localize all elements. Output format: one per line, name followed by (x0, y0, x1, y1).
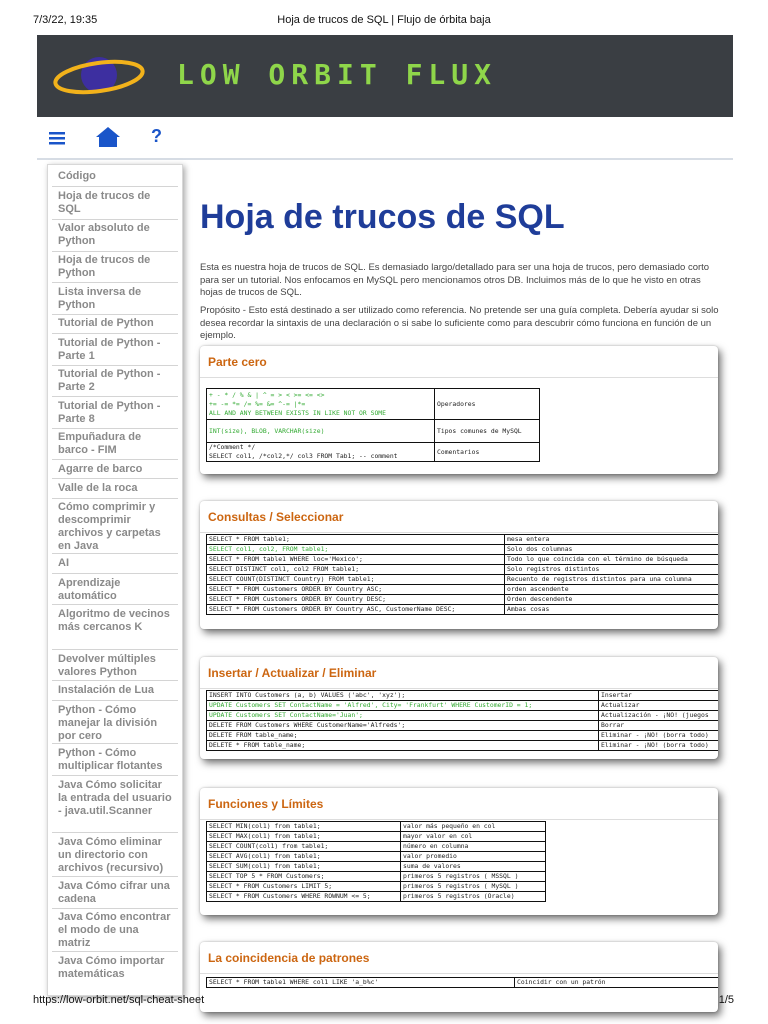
desc-cell: Insertar (599, 691, 719, 701)
table-row (207, 691, 719, 701)
desc-cell: Actualización - ¡NO! (juegos (599, 711, 719, 721)
table-row (207, 822, 546, 832)
table-row (207, 842, 546, 852)
desc-cell: primeros 5 registros (Oracle) (401, 892, 546, 902)
desc-cell: Eliminar - ¡NO! (borra todo) (599, 731, 719, 741)
table-row (207, 892, 546, 902)
table-row (207, 862, 546, 872)
sidebar-divider (52, 553, 178, 554)
desc-cell: número en columna (401, 842, 546, 852)
print-page-number: 1/5 (718, 994, 734, 1006)
code-cell: SELECT * FROM Customers WHERE ROWNUM <= 5; (207, 892, 401, 902)
sidebar-divider (52, 396, 178, 397)
sidebar-item[interactable]: Algoritmo de vecinos más cercanos K (58, 608, 170, 633)
table-row (207, 443, 540, 462)
sidebar-divider (52, 282, 178, 283)
desc-cell: Solo registros distintos (505, 565, 719, 575)
desc-cell: orden ascendente (505, 585, 719, 595)
hamburger-menu-icon[interactable] (47, 128, 69, 148)
sidebar-item[interactable]: Cómo comprimir y descomprimir archivos y carpetas en Java (58, 501, 161, 552)
sidebar-divider (52, 333, 178, 334)
sidebar-divider (52, 832, 178, 833)
sidebar-item[interactable]: Python - Cómo manejar la división por cero (58, 704, 158, 742)
code-cell: SELECT SUM(col1) from table1; (207, 862, 401, 872)
code-cell: SELECT col1, col2, FROM table1; (207, 545, 505, 555)
code-cell: SELECT * FROM table1 WHERE loc='Mexico'; (207, 555, 505, 565)
sidebar-item[interactable]: Tutorial de Python - Parte 8 (58, 400, 161, 425)
cheat-table (206, 534, 718, 615)
section-title: Funciones y Límites (208, 797, 324, 811)
code-cell: SELECT * FROM table1 WHERE col1 LIKE 'a_b%c' (207, 978, 515, 988)
site-banner[interactable] (37, 35, 733, 117)
sidebar-nav (47, 164, 183, 996)
code-cell: /*Comment */ SELECT col1, /*col2,*/ col3 FROM Tab1; -- comment (207, 443, 435, 462)
section-title: La coincidencia de patrones (208, 951, 370, 965)
home-icon[interactable] (95, 126, 121, 148)
table-row (207, 535, 719, 545)
table-row (207, 721, 719, 731)
table-row (207, 575, 719, 585)
sidebar-divider (52, 251, 178, 252)
desc-cell: Solo dos columnas (505, 545, 719, 555)
sidebar-item[interactable]: Tutorial de Python (58, 317, 154, 329)
sidebar-divider (52, 680, 178, 681)
table-row (207, 701, 719, 711)
desc-cell: mesa entera (505, 535, 719, 545)
table-row (207, 420, 540, 443)
code-cell: SELECT COUNT(col1) from table1; (207, 842, 401, 852)
code-cell: + - * / % & | ^ = > < >= <= <> += -= *= /= %= &= ^-= |*= ALL AND ANY BETWEEN EXISTS IN LIKE NOT OR SOME (207, 389, 435, 420)
sidebar-item[interactable]: Devolver múltiples valores Python (58, 653, 156, 678)
table-row (207, 555, 719, 565)
code-cell: DELETE FROM Customers WHERE CustomerName='Alfreds'; (207, 721, 599, 731)
section-title: Parte cero (208, 355, 267, 369)
sidebar-item[interactable]: Instalación de Lua (58, 684, 154, 696)
table-row (207, 565, 719, 575)
print-title: Hoja de trucos de SQL | Flujo de órbita baja (277, 14, 491, 26)
main-content (200, 160, 733, 994)
code-cell: SELECT * FROM Customers LIMIT 5; (207, 882, 401, 892)
code-cell: SELECT COUNT(DISTINCT Country) FROM table1; (207, 575, 505, 585)
code-cell: SELECT DISTINCT col1, col2 FROM table1; (207, 565, 505, 575)
sidebar-item[interactable]: Lista inversa de Python (58, 286, 142, 311)
desc-cell: primeros 5 registros ( MySQL ) (401, 882, 546, 892)
section-card (200, 346, 718, 474)
sidebar-item[interactable]: Java Cómo cifrar una cadena (58, 880, 170, 905)
intro-paragraph: Esta es nuestra hoja de trucos de SQL. Es demasiado largo/detallado para ser una hoja de trucos, pero demasiado corto para ser un tutorial. Nos enfocamos en MySQL pero mencionamos otros DB. Incluimos más de lo que he visto en otras hojas de trucos de SQL. (200, 262, 710, 298)
code-cell: SELECT * FROM Customers ORDER BY Country DESC; (207, 595, 505, 605)
table-row (207, 605, 719, 615)
sidebar-divider (52, 775, 178, 776)
print-url: https://low-orbit.net/sql-cheat-sheet (33, 994, 205, 1006)
sidebar-divider (52, 743, 178, 744)
table-row (207, 585, 719, 595)
logo-text: LOW ORBIT FLUX (177, 58, 498, 91)
desc-cell: Recuento de registros distintos para una columna (505, 575, 719, 585)
desc-cell: primeros 5 registros ( MSSQL ) (401, 872, 546, 882)
desc-cell: Actualizar (599, 701, 719, 711)
table-row (207, 731, 719, 741)
table-row (207, 389, 540, 420)
sidebar-item[interactable]: Hoja de trucos de SQL (58, 190, 151, 215)
section-card (200, 501, 718, 629)
sidebar-item[interactable]: Java Cómo importar matemáticas (58, 955, 165, 980)
sidebar-item[interactable]: AI (58, 557, 69, 569)
code-cell: SELECT TOP 5 * FROM Customers; (207, 872, 401, 882)
table-row (207, 741, 719, 751)
sidebar-divider (52, 365, 178, 366)
table-row (207, 545, 719, 555)
sidebar-item[interactable]: Agarre de barco (58, 463, 143, 475)
desc-cell: Borrar (599, 721, 719, 731)
sidebar-divider (52, 573, 178, 574)
code-cell: DELETE FROM table_name; (207, 731, 599, 741)
sidebar-divider (52, 459, 178, 460)
desc-cell: suma de valores (401, 862, 546, 872)
cheat-table (206, 388, 540, 462)
sidebar-item[interactable]: Valor absoluto de Python (58, 222, 150, 247)
sidebar-item[interactable]: Código (58, 170, 96, 182)
sidebar-divider (52, 219, 178, 220)
desc-cell: Orden descendente (505, 595, 719, 605)
section-card (200, 657, 718, 759)
table-row (207, 872, 546, 882)
code-cell: SELECT MIN(col1) from table1; (207, 822, 401, 832)
table-row (207, 882, 546, 892)
sidebar-divider (52, 908, 178, 909)
code-cell: UPDATE Customers SET ContactName='Juan'; (207, 711, 599, 721)
table-row (207, 595, 719, 605)
code-cell: SELECT MAX(col1) from table1; (207, 832, 401, 842)
sidebar-item[interactable]: Java Cómo eliminar un directorio con archivos (recursivo) (58, 836, 164, 874)
code-cell: DELETE * FROM table_name; (207, 741, 599, 751)
sidebar-divider (52, 951, 178, 952)
section-title: Consultas / Seleccionar (208, 510, 344, 524)
site-logo[interactable] (37, 35, 733, 117)
desc-cell: Eliminar - ¡NO! (borra todo) (599, 741, 719, 751)
desc-cell: Comentarios (435, 443, 540, 462)
desc-cell: valor promedio (401, 852, 546, 862)
desc-cell: Tipos comunes de MySQL (435, 420, 540, 443)
code-cell: SELECT * FROM table1; (207, 535, 505, 545)
desc-cell: Todo lo que coincida con el término de búsqueda (505, 555, 719, 565)
sidebar-divider (52, 876, 178, 877)
sidebar-item[interactable]: Tutorial de Python - Parte 1 (58, 337, 161, 362)
sidebar-divider (52, 478, 178, 479)
sidebar-item[interactable]: Valle de la roca (58, 482, 138, 494)
sidebar-item[interactable]: Java Cómo solicitar la entrada del usuario - java.util.Scanner (58, 779, 172, 817)
table-row (207, 978, 719, 988)
code-cell: SELECT * FROM Customers ORDER BY Country ASC, CustomerName DESC; (207, 605, 505, 615)
table-row (207, 832, 546, 842)
sidebar-item[interactable]: Tutorial de Python - Parte 2 (58, 368, 161, 393)
code-cell: INSERT INTO Customers (a, b) VALUES ('abc', 'xyz'); (207, 691, 599, 701)
cheat-table (206, 821, 546, 902)
top-toolbar (37, 120, 733, 158)
page-title: Hoja de trucos de SQL (200, 198, 565, 236)
code-cell: INT(size), BLOB, VARCHAR(size) (207, 420, 435, 443)
question-icon[interactable]: ? (151, 126, 162, 146)
sidebar-divider (52, 186, 178, 187)
purpose-paragraph: Propósito - Esto está destinado a ser utilizado como referencia. No pretende ser una guía completa. Debería ayudar si solo desea recordar la sintaxis de una declaración o si sabe lo suficiente como para descubrir cómo funciona en función de un ejemplo. (200, 305, 719, 341)
desc-cell: Coincidir con un patrón (515, 978, 719, 988)
sidebar-divider (52, 604, 178, 605)
sidebar-item[interactable]: Empuñadura de barco - FIM (58, 431, 142, 456)
section-title: Insertar / Actualizar / Eliminar (208, 666, 377, 680)
sidebar-item[interactable]: Aprendizaje automático (58, 577, 121, 602)
cheat-table (206, 690, 718, 751)
sidebar-divider (52, 314, 178, 315)
sidebar-divider (52, 498, 178, 499)
desc-cell: Ambas cosas (505, 605, 719, 615)
code-cell: SELECT AVG(col1) from table1; (207, 852, 401, 862)
desc-cell: Operadores (435, 389, 540, 420)
print-date: 7/3/22, 19:35 (33, 14, 98, 26)
sidebar-divider (52, 428, 178, 429)
desc-cell: mayor valor en col (401, 832, 546, 842)
table-row (207, 852, 546, 862)
desc-cell: valor más pequeño en col (401, 822, 546, 832)
code-cell: SELECT * FROM Customers ORDER BY Country ASC; (207, 585, 505, 595)
cheat-table (206, 977, 718, 988)
sidebar-item[interactable]: Hoja de trucos de Python (58, 254, 151, 279)
code-cell: UPDATE Customers SET ContactName = 'Alfred', City= 'Frankfurt' WHERE CustomerID = 1; (207, 701, 599, 711)
sidebar-divider (52, 700, 178, 701)
sidebar-item[interactable]: Python - Cómo multiplicar flotantes (58, 747, 163, 772)
sidebar-item[interactable]: Java Cómo encontrar el modo de una matriz (58, 911, 171, 949)
sidebar-divider (52, 649, 178, 650)
section-card (200, 942, 718, 1012)
table-row (207, 711, 719, 721)
section-card (200, 788, 718, 915)
